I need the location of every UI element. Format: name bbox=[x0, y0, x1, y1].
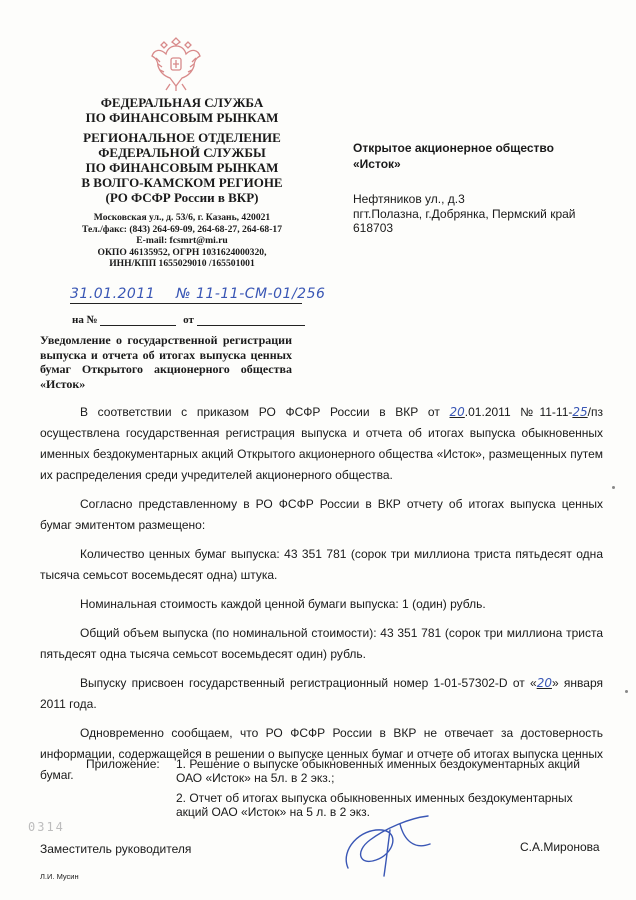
recipient-block bbox=[353, 140, 613, 236]
letter-body bbox=[40, 402, 603, 786]
sender-address: Московская ул., д. 53/6, г. Казань, 420021 bbox=[93, 212, 271, 223]
office-name-line4: В ВОЛГО-КАМСКОМ РЕГИОНЕ bbox=[81, 175, 283, 190]
paragraph-quantity: Количество ценных бумаг выпуска: 43 351 781 (сорок три миллиона триста пятьдесят одна тысяча семьсот восемьдесят одна) штука. bbox=[40, 547, 603, 582]
signer-name: С.А.Миронова bbox=[520, 840, 600, 854]
double-headed-eagle-emblem-icon bbox=[150, 34, 202, 92]
scan-speck bbox=[612, 486, 615, 489]
paragraph-registration-part1: В соответствии с приказом РО ФСФР России в ВКР от bbox=[80, 405, 440, 419]
service-name-line2: ПО ФИНАНСОВЫМ РЫНКАМ bbox=[85, 110, 279, 125]
recipient-name-line1: Открытое акционерное общество bbox=[353, 141, 554, 155]
sender-block bbox=[66, 95, 298, 270]
outgoing-number: № 11-11-СМ-01/256 bbox=[176, 286, 326, 302]
recipient-address-line3: 618703 bbox=[353, 221, 394, 235]
recipient-name-line2: «Исток» bbox=[353, 157, 401, 171]
appendix-item: 1. Решение о выпуске обыкновенных именных бездокументарных акций ОАО «Исток» на 5л. в 2 экз.; bbox=[176, 757, 580, 785]
sender-email: E-mail: fcsmrt@mi.ru bbox=[136, 235, 228, 247]
recipient-address bbox=[353, 192, 613, 236]
paragraph-nominal: Номинальная стоимость каждой ценной бумаги выпуска: 1 (один) рубль. bbox=[80, 597, 486, 611]
office-name-line5: (РО ФСФР России в ВКР) bbox=[105, 190, 259, 205]
paragraph-regnum-part2: » января 2011 года. bbox=[40, 676, 603, 711]
paragraph-regnum-part1: Выпуску присвоен государственный регистрационный номер 1-01-57302-D от « bbox=[80, 676, 537, 690]
office-name bbox=[66, 130, 298, 205]
handwritten-order-day: 20 bbox=[449, 405, 465, 419]
paragraph-registration-number bbox=[40, 673, 603, 715]
outgoing-underline bbox=[70, 303, 302, 304]
service-name-line1: ФЕДЕРАЛЬНАЯ СЛУЖБА bbox=[100, 95, 264, 110]
office-name-line1: РЕГИОНАЛЬНОЕ ОТДЕЛЕНИЕ bbox=[83, 130, 281, 145]
office-name-line2: ФЕДЕРАЛЬНОЙ СЛУЖБЫ bbox=[98, 145, 266, 160]
sender-phone: Тел./факс: (843) 264-69-09, 264-68-27, 264-68-17 bbox=[82, 223, 282, 235]
appendix-item: 2. Отчет об итогах выпуска обыкновенных именных бездокументарных акций ОАО «Исток» на 5 л. в 2 экз. bbox=[176, 791, 573, 819]
sender-okpo: ОКПО 46135952, ОГРН 1031624000320, bbox=[97, 246, 267, 258]
paragraph-registration-part2: .01.2011 №11-11- bbox=[464, 405, 573, 419]
letter-subject: Уведомление о государственной регистрации выпуска и отчета об итогах выпуска ценных бумаг Открытого акционерного общества «Исток» bbox=[40, 333, 292, 391]
reference-date-blank bbox=[197, 325, 305, 326]
paragraph-report: Согласно представленному в РО ФСФР России в ВКР отчету об итогах выпуска ценных бумаг эмитентом размещено: bbox=[40, 497, 603, 532]
handwritten-order-number: 25 bbox=[572, 405, 588, 419]
executor-name: Л.И. Мусин bbox=[40, 872, 79, 881]
handwritten-regnum-day: 20 bbox=[536, 676, 552, 690]
paragraph-disclaimer: Одновременно сообщаем, что РО ФСФР России в ВКР не отвечает за достоверность информации, содержащейся в решении о выпуске ценных бумаг и отчете об итогах выпуска ценных бумаг. bbox=[40, 726, 603, 782]
signer-position: Заместитель руководителя bbox=[40, 842, 192, 856]
paragraph-registration-part3: /пз осуществлена государственная регистрация выпуска и отчета об итогах выпуска обыкновенных именных бездокументарных акций Открытого акционерного общества «Исток», размещенных путем их распределения среди учредителей акционерного общества. bbox=[40, 405, 604, 482]
reference-row bbox=[72, 314, 305, 326]
scan-speck bbox=[625, 690, 628, 693]
sender-contacts bbox=[66, 212, 298, 270]
reference-number-label: на № bbox=[72, 314, 98, 326]
reference-number-blank bbox=[100, 325, 176, 326]
office-name-line3: ПО ФИНАНСОВЫМ РЫНКАМ bbox=[85, 160, 279, 175]
recipient-address-line1: Нефтяников ул., д.3 bbox=[353, 192, 465, 206]
handwritten-signature bbox=[330, 810, 440, 880]
paragraph-registration bbox=[40, 402, 603, 486]
paragraph-total-volume: Общий объем выпуска (по номинальной стоимости): 43 351 781 (сорок три миллиона триста пятьдесят одна тысяча семьсот восемьдесят один) рубль. bbox=[40, 626, 603, 661]
recipient-address-line2: пгт.Полазна, г.Добрянка, Пермский край bbox=[353, 206, 576, 221]
incoming-stamp-number: 0314 bbox=[28, 820, 65, 834]
sender-inn: ИНН/КПП 1655029010 /165501001 bbox=[109, 258, 255, 270]
reference-date-label: от bbox=[183, 314, 194, 326]
outgoing-date: 31.01.2011 bbox=[70, 286, 156, 302]
appendix-label: Приложение: bbox=[86, 757, 160, 771]
